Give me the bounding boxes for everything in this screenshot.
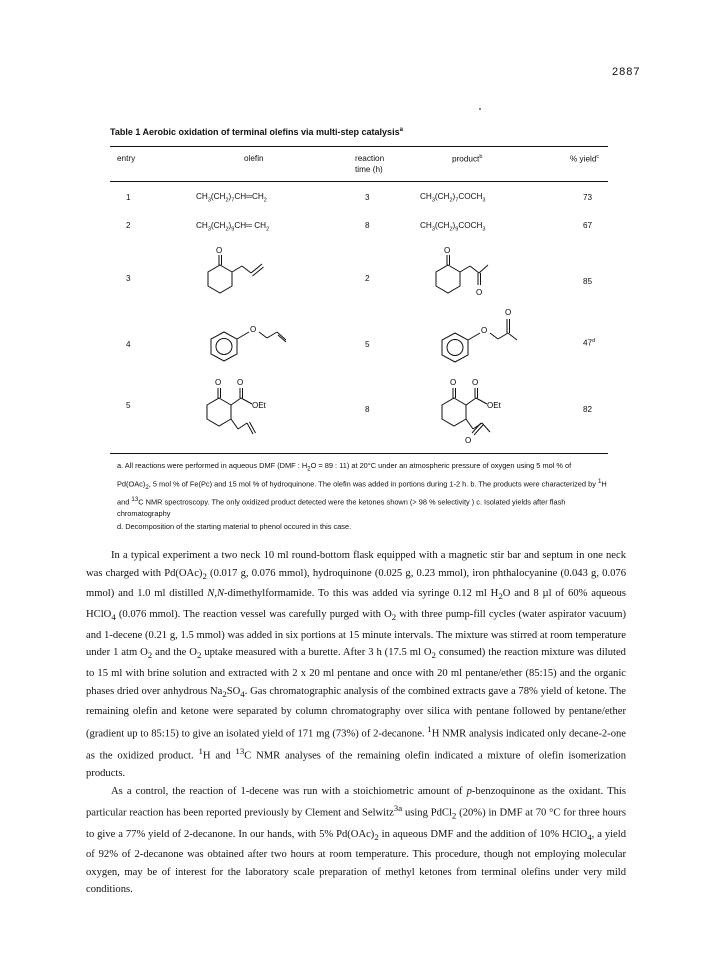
entry-4: 4 <box>126 340 131 349</box>
fn-sub: 2 <box>145 483 149 491</box>
oxygen-label: O <box>444 246 451 255</box>
p-text: consumed) the reaction mixture was diluted to 15 ml with brine solution and extracted with 2 x 20 ml pentane and once with 20 ml pentane/ether (85:15) and the organic phases dried over anhydrous Na <box>86 647 626 697</box>
double-bond: ═ <box>246 221 252 230</box>
footnote-d: d. Decomposition of the starting material to phenol occured in this case. <box>117 521 352 531</box>
f-part: (CH <box>210 192 226 201</box>
olefin-3-svg <box>205 244 275 304</box>
p-text: In a typical experiment a two neck 10 ml round-bottom flask equipped with a magnetic stir bar and septum in one neck was charged with Pd(OAc) <box>86 550 626 579</box>
header-time-line1: reaction <box>355 154 385 163</box>
header-product <box>452 152 482 165</box>
time-5: 8 <box>365 405 370 414</box>
header-yield-mark: c <box>596 154 600 160</box>
f-sub: 3 <box>482 226 486 233</box>
table-caption-mark: a <box>399 127 403 133</box>
page-number: 2887 <box>612 66 641 78</box>
time-3: 2 <box>365 274 370 283</box>
oxygen-label: O <box>472 378 479 387</box>
p-sub: 2 <box>222 688 227 699</box>
fn-text: , 5 mol % of Fe(Pc) and 15 mol % of hydroquinone. The olefin was added in portions during 1-2 h. b. The products were characterized by <box>148 479 598 489</box>
table-header-rule <box>110 181 608 182</box>
product-4-svg <box>437 305 527 369</box>
yield-4-mark: d <box>592 338 596 344</box>
f-sub: 7 <box>231 197 235 204</box>
p-sub: 2 <box>498 591 503 602</box>
fn-sup: 13 <box>131 495 139 503</box>
p-sub: 2 <box>202 570 207 581</box>
header-olefin: olefin <box>244 154 264 163</box>
f-sub: 2 <box>266 226 270 233</box>
header-entry: entry <box>117 154 136 163</box>
fn-text: H and <box>117 479 607 507</box>
p-sub: 2 <box>147 650 153 661</box>
p-sup: 1 <box>198 746 203 757</box>
f-part: CH <box>196 192 208 201</box>
footnote-a <box>117 460 607 521</box>
f-sub: 3 <box>431 197 435 204</box>
f-sub: 9 <box>455 226 459 233</box>
p-sub: 2 <box>196 650 202 661</box>
p-text: SO <box>226 685 241 697</box>
entry-1: 1 <box>126 193 131 202</box>
p-text: in aqueous DMF and the addition of 10% HClO <box>378 828 588 840</box>
p-sup: 3a <box>393 803 403 814</box>
olefin-5-structure <box>197 372 297 452</box>
header-product-label: product <box>452 154 480 164</box>
yield-4 <box>583 338 595 348</box>
product-3-svg <box>433 244 503 308</box>
table-top-rule <box>110 146 608 147</box>
p-text: and the O <box>152 647 197 659</box>
time-1: 3 <box>365 193 370 202</box>
product-5-structure <box>432 372 532 457</box>
header-yield <box>570 152 599 165</box>
oxygen-label: O <box>476 288 483 297</box>
f-part: CH <box>196 221 208 230</box>
f-part: (CH <box>210 221 226 230</box>
oxygen-label: O <box>215 378 222 387</box>
oxygen-label: O <box>465 436 472 445</box>
f-sub: 2 <box>225 197 229 204</box>
f-part: CH <box>234 221 247 230</box>
oxygen-label: O <box>237 378 244 387</box>
p-sub: 2 <box>374 831 379 842</box>
yield-4-value: 47 <box>583 338 593 348</box>
f-sub: 2 <box>449 197 453 204</box>
oxygen-label: O <box>250 325 257 334</box>
f-part: ) <box>228 221 232 230</box>
olefin-5-svg <box>197 372 297 447</box>
body-text <box>86 547 626 899</box>
time-4: 5 <box>365 340 370 349</box>
olefin-2-formula <box>196 221 269 233</box>
paragraph-control <box>86 783 626 899</box>
p-text: -benzoquinone as the oxidant. This particular reaction has been reported previously by Clement and Selwitz <box>86 785 626 819</box>
fn-text: a. All reactions were performed in aqueous DMF (DMF : H <box>117 461 308 470</box>
p-text: . Gas chromatographic analysis of the combined extracts gave a 78% yield of ketone. The remaining olefin and ketone were separated by column chromatography over silica with pentane followed by pentane/ether (gradient up to 85:15) to give an isolated yield of 171 mg (73%) of 2-decanone. <box>86 685 627 740</box>
yield-3: 85 <box>583 277 593 286</box>
speck <box>479 108 481 110</box>
f-sub: 7 <box>455 197 459 204</box>
double-bond: ═ <box>246 192 252 201</box>
f-sub: 3 <box>207 197 211 204</box>
f-sub: 2 <box>449 226 453 233</box>
oxygen-label: O <box>450 378 457 387</box>
header-yield-label: % yield <box>570 154 597 164</box>
fn-text: O = 89 : 11) at 20°C under an atmospheric pressure of oxygen using 5 mol % of Pd(OAc) <box>117 461 572 489</box>
header-product-mark: b <box>479 154 483 160</box>
ethoxy-label: OEt <box>252 401 266 410</box>
product-3-structure <box>433 244 503 313</box>
p-text: O and 8 µl of 60% aqueous HClO <box>86 588 626 620</box>
p-text: H and <box>202 750 236 762</box>
oxygen-label: O <box>505 308 512 317</box>
f-part: ) <box>228 192 232 201</box>
entry-3: 3 <box>126 274 131 283</box>
f-part: ) <box>452 221 456 230</box>
f-sub: 2 <box>225 226 229 233</box>
yield-1: 73 <box>583 193 593 202</box>
p-sub: 4 <box>111 612 116 623</box>
p-text: H NMR analysis indicated only decane-2-one as the oxidized product. <box>86 728 626 762</box>
ethoxy-label: OEt <box>487 401 501 410</box>
olefin-4-structure <box>206 318 296 373</box>
p-text: (20%) in DMF at 70 °C for three hours to give a 77% yield of 2-decanone. In our hands, with 5% Pd(OAc) <box>86 807 627 840</box>
f-sub: 3 <box>482 197 486 204</box>
p-text: , a yield of 92% of 2-decanone was obtained after two hours at room temperature. This procedure, though not employing molecular oxygen, may be of interest for the laboratory scale preparation of methyl ketones from terminal olefins under very mild conditions. <box>86 828 626 896</box>
p-text: (0.076 mmol). The reaction vessel was carefully purged with O <box>115 609 392 620</box>
header-time-line2: time (h) <box>355 165 383 174</box>
product-1-formula <box>420 192 485 204</box>
table-caption <box>110 127 403 137</box>
f-part: CH <box>420 221 432 230</box>
p-text: using PdCl <box>402 807 452 819</box>
oxygen-label: O <box>216 246 223 255</box>
f-sub: 3 <box>431 226 435 233</box>
p-text: uptake measured with a burette. After 3 h (17.5 ml O <box>201 647 432 659</box>
yield-5: 82 <box>583 405 593 414</box>
paragraph-experimental <box>86 547 626 783</box>
f-part: CH <box>234 192 247 201</box>
f-part: (CH <box>434 221 450 230</box>
fn-sup: 1 <box>597 477 602 485</box>
olefin-1-formula <box>196 192 267 204</box>
f-sub: 2 <box>263 197 267 204</box>
yield-2: 67 <box>583 221 593 230</box>
f-part: CH <box>251 192 264 201</box>
f-part: COCH <box>458 192 483 201</box>
p-text: (0.017 g, 0.076 mmol), hydroquinone (0.025 g, 0.23 mmol), iron phthalocyanine (0.043 g, 0.076 mmol) and 1.0 ml distilled <box>86 567 626 600</box>
olefin-3-structure <box>205 244 275 309</box>
table-bottom-rule <box>110 453 608 454</box>
product-4-structure <box>437 305 527 374</box>
p-sub: 2 <box>391 612 397 623</box>
table-caption-text: Table 1 Aerobic oxidation of terminal olefins via multi-step catalysis <box>110 127 400 137</box>
product-5-svg <box>432 372 532 452</box>
p-sub: 4 <box>587 831 592 842</box>
olefin-4-svg <box>206 318 296 368</box>
p-italic: p <box>466 785 472 797</box>
entry-5: 5 <box>126 401 131 410</box>
oxygen-label: O <box>481 326 488 335</box>
f-part: ) <box>452 192 456 201</box>
p-text: -dimethylformamide. To this was added via syringe 0.12 ml H <box>224 588 499 600</box>
p-sub: 2 <box>451 810 457 821</box>
time-2: 8 <box>365 221 370 230</box>
f-part: CH <box>420 192 432 201</box>
f-sub: 9 <box>231 226 235 233</box>
p-sup: 1 <box>427 723 432 734</box>
header-time <box>355 153 384 175</box>
entry-2: 2 <box>126 221 131 230</box>
f-part: COCH <box>458 221 483 230</box>
f-part: CH <box>251 221 267 230</box>
p-sup: 13 <box>235 746 245 757</box>
product-2-formula <box>420 221 485 233</box>
p-sub: 2 <box>431 650 436 661</box>
p-sub: 4 <box>240 688 245 699</box>
fn-text: C NMR spectroscopy. The only oxidized product detected were the ketones shown (> 98 % selectivity ) c. Isolated yields after flash chromatography <box>117 497 566 519</box>
f-sub: 3 <box>207 226 211 233</box>
p-text: C NMR analyses of the remaining olefin indicated a mixture of olefin isomerization products. <box>86 750 626 780</box>
p-italic: N,N <box>207 588 225 600</box>
p-text: As a control, the reaction of 1-decene was run with a stoichiometric amount of <box>111 785 467 797</box>
f-part: (CH <box>434 192 450 201</box>
table-footnotes <box>117 460 607 533</box>
fn-sub: 2 <box>307 465 311 473</box>
p-text: with three pump-fill cycles (water aspirator vacuum) and 1-decene (0.21 g, 1.5 mmol) was added in six portions at 15 minute intervals. The mixture was stirred at room temperature under 1 atm O <box>86 609 626 659</box>
